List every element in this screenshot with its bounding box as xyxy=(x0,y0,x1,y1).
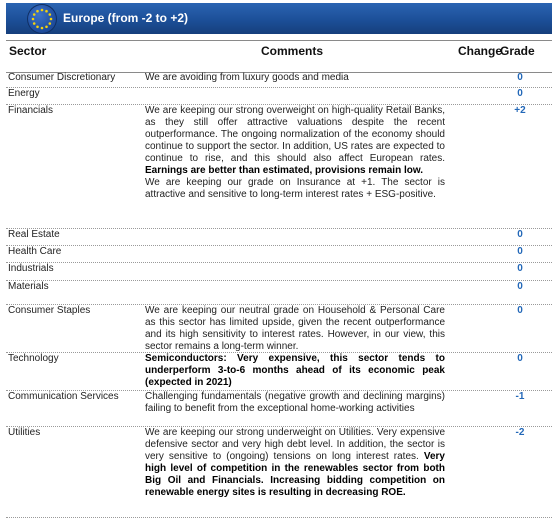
table-row xyxy=(6,104,552,229)
table-row xyxy=(6,262,552,281)
grade-value: +2 xyxy=(514,105,526,116)
header-comments: Comments xyxy=(261,44,324,58)
sector-comment xyxy=(145,427,445,499)
comment-bold-text: Earnings are better than estimated, provisions remain low. xyxy=(145,165,424,176)
sector-name: Real Estate xyxy=(8,229,60,240)
table-row xyxy=(6,304,552,353)
sector-name: Communication Services xyxy=(8,391,119,402)
eu-flag-icon xyxy=(27,4,57,34)
comment-bold-text: Very high level of competition in the renewables sector from both Big Oil and Financials. Increasing bidding competition on renewable energy sites is resulting in decreasing ROE. xyxy=(145,451,445,498)
comment-text: We are keeping our grade on Insurance at +1. The sector is attractive and sensitive to long-term interest rates + ESG-positive. xyxy=(145,177,445,200)
sector-comment xyxy=(145,72,445,84)
sector-comment xyxy=(145,353,445,389)
grade-value: 0 xyxy=(517,88,523,99)
sector-name: Health Care xyxy=(8,246,62,257)
section-banner xyxy=(6,3,552,34)
table-row xyxy=(6,390,552,427)
sector-name: Technology xyxy=(8,353,59,364)
sector-comment xyxy=(145,305,445,353)
grade-value: 0 xyxy=(517,281,523,292)
grade-value: -1 xyxy=(515,391,525,402)
table-header xyxy=(6,40,552,73)
sector-name: Consumer Staples xyxy=(8,305,91,316)
comment-text: We are avoiding from luxury goods and media xyxy=(145,72,349,83)
table-row xyxy=(6,87,552,105)
table-row xyxy=(6,352,552,391)
grade-value: 0 xyxy=(517,353,523,364)
header-sector: Sector xyxy=(9,44,47,58)
sector-name: Utilities xyxy=(8,427,41,438)
comment-text: We are keeping our strong overweight on high-quality Retail Banks, as they still offer attractive valuations despite the recent outperformance. The ongoing normalization of the economy should continue to support the sector. In addition, US rates are expected to continue to rise, and this should also affect European rates. xyxy=(145,105,445,164)
comment-text: Challenging fundamentals (negative growth and declining margins) failing to benefit from the exceptional home-working activities xyxy=(145,391,445,414)
grade-value: 0 xyxy=(517,72,523,83)
section-title: Europe (from -2 to +2) xyxy=(63,11,189,25)
sector-name: Energy xyxy=(8,88,40,99)
table-row xyxy=(6,245,552,263)
sector-table xyxy=(6,40,552,498)
sector-name: Consumer Discretionary xyxy=(8,72,116,83)
grade-value: 0 xyxy=(517,246,523,257)
table-row xyxy=(6,426,552,518)
grade-value: 0 xyxy=(517,305,523,316)
sector-comment xyxy=(145,391,445,415)
table-row xyxy=(6,228,552,246)
grade-value: 0 xyxy=(517,263,523,274)
comment-bold-text: Semiconductors: Very expensive, this sector tends to underperform 3-to-6 months ahead of its economic peak (expected in 2021) xyxy=(145,353,445,388)
header-grade: Grade xyxy=(500,44,535,58)
sector-name: Materials xyxy=(8,281,49,292)
sector-comment xyxy=(145,105,445,201)
header-change: Change xyxy=(458,44,503,58)
sector-name: Industrials xyxy=(8,263,54,274)
sector-name: Financials xyxy=(8,105,54,116)
table-row xyxy=(6,280,552,305)
grade-value: -2 xyxy=(515,427,525,438)
grade-value: 0 xyxy=(517,229,523,240)
table-row xyxy=(6,71,552,88)
comment-text: We are keeping our strong underweight on Utilities. Very expensive defensive sector and very high debt level. In addition, the sector is very sensitive to (ongoing) tensions on long interest rates. xyxy=(145,427,445,462)
comment-text: We are keeping our neutral grade on Household & Personal Care as this sector has limited upside, given the recent outperformance and its high sensitivity to interest rates. However, in our view, this sector remains a long-term winner. xyxy=(145,305,445,352)
